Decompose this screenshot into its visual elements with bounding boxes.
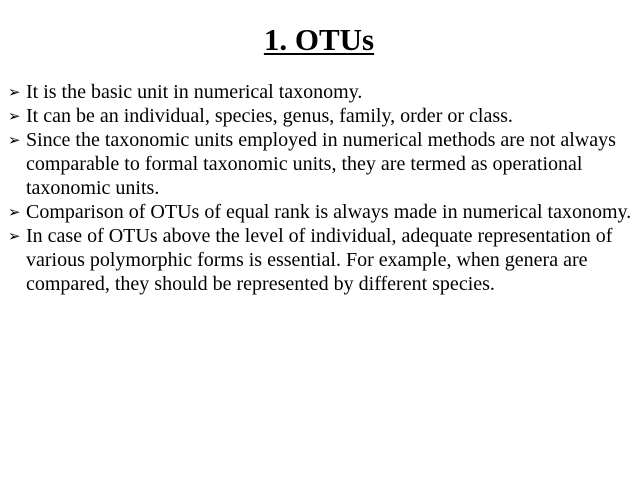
bullet-item <box>8 104 633 128</box>
bullet-text: It is the basic unit in numerical taxonomy. <box>26 81 363 103</box>
arrow-bullet-icon: ➢ <box>8 107 21 125</box>
bullet-item <box>8 200 633 224</box>
bullet-text: Comparison of OTUs of equal rank is always made in numerical taxonomy. <box>26 201 632 223</box>
bullet-item <box>8 224 633 296</box>
arrow-bullet-icon: ➢ <box>8 83 21 101</box>
arrow-bullet-icon: ➢ <box>8 227 21 245</box>
arrow-bullet-icon: ➢ <box>8 131 21 149</box>
bullet-text: Since the taxonomic units employed in numerical methods are not always comparable to formal taxonomic units, they are termed as operational taxonomic units. <box>26 129 616 199</box>
bullet-list <box>8 80 633 296</box>
bullet-text: It can be an individual, species, genus, family, order or class. <box>26 105 513 127</box>
bullet-item <box>8 80 633 104</box>
arrow-bullet-icon: ➢ <box>8 203 21 221</box>
bullet-text: In case of OTUs above the level of individual, adequate representation of various polymorphic forms is essential. For example, when genera are compared, they should be represented by different species. <box>26 225 613 295</box>
slide-title: 1. OTUs <box>263 22 375 57</box>
bullet-item <box>8 128 633 200</box>
